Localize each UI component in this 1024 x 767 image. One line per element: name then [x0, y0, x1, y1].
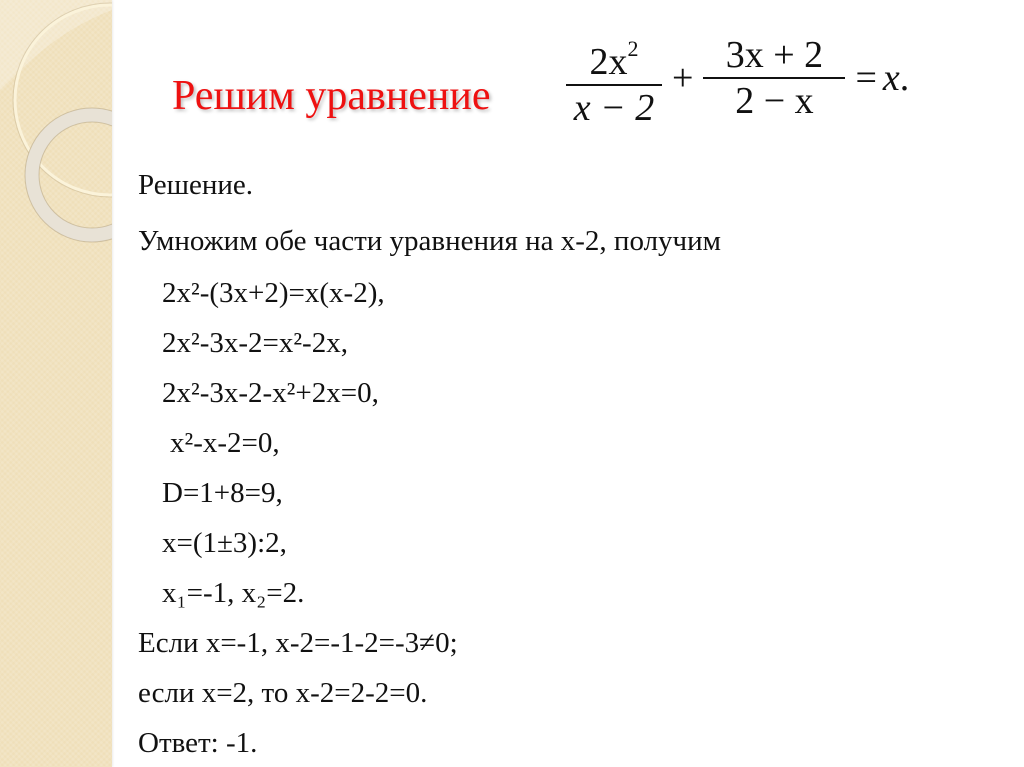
solution-roots: х₁=-1, х₂=2.	[162, 577, 305, 609]
equation-rhs: x	[882, 57, 900, 99]
solution-step: D=1+8=9,	[162, 477, 283, 509]
slide-title: Решим уравнение	[172, 73, 491, 119]
solution-step: 2х²-(3х+2)=х(х-2),	[162, 277, 385, 309]
frac1-denominator: x − 2	[573, 86, 655, 129]
fraction-2	[703, 33, 845, 123]
solution-step: х²-х-2=0,	[170, 427, 280, 459]
solution-step: 2х²-3х-2-х²+2х=0,	[162, 377, 379, 409]
equation-formula	[562, 28, 909, 128]
solution-check: если х=2, то х-2=2-2=0.	[138, 677, 428, 709]
frac1-exponent: 2	[627, 35, 639, 61]
equals-operator: =	[855, 57, 877, 99]
frac2-numerator: 3x + 2	[725, 34, 824, 76]
solution-step: 2х²-3х-2=х²-2х,	[162, 327, 348, 359]
plus-operator: +	[672, 57, 694, 99]
solution-check: Если х=-1, х-2=-1-2=-3≠0;	[138, 627, 458, 659]
decorative-circles-icon	[0, 0, 112, 767]
solution-heading: Решение.	[138, 169, 253, 201]
decorative-side-strip	[0, 0, 112, 767]
solution-step: Умножим обе части уравнения на х-2, получим	[138, 225, 722, 257]
fraction-1	[566, 27, 662, 130]
solution-step: х=(1±3):2,	[162, 527, 287, 559]
solution-answer: Ответ: -1.	[138, 727, 258, 759]
equation-period: .	[899, 57, 910, 99]
frac2-denominator: 2 − x	[735, 80, 814, 122]
frac1-numerator: 2x	[589, 40, 628, 83]
